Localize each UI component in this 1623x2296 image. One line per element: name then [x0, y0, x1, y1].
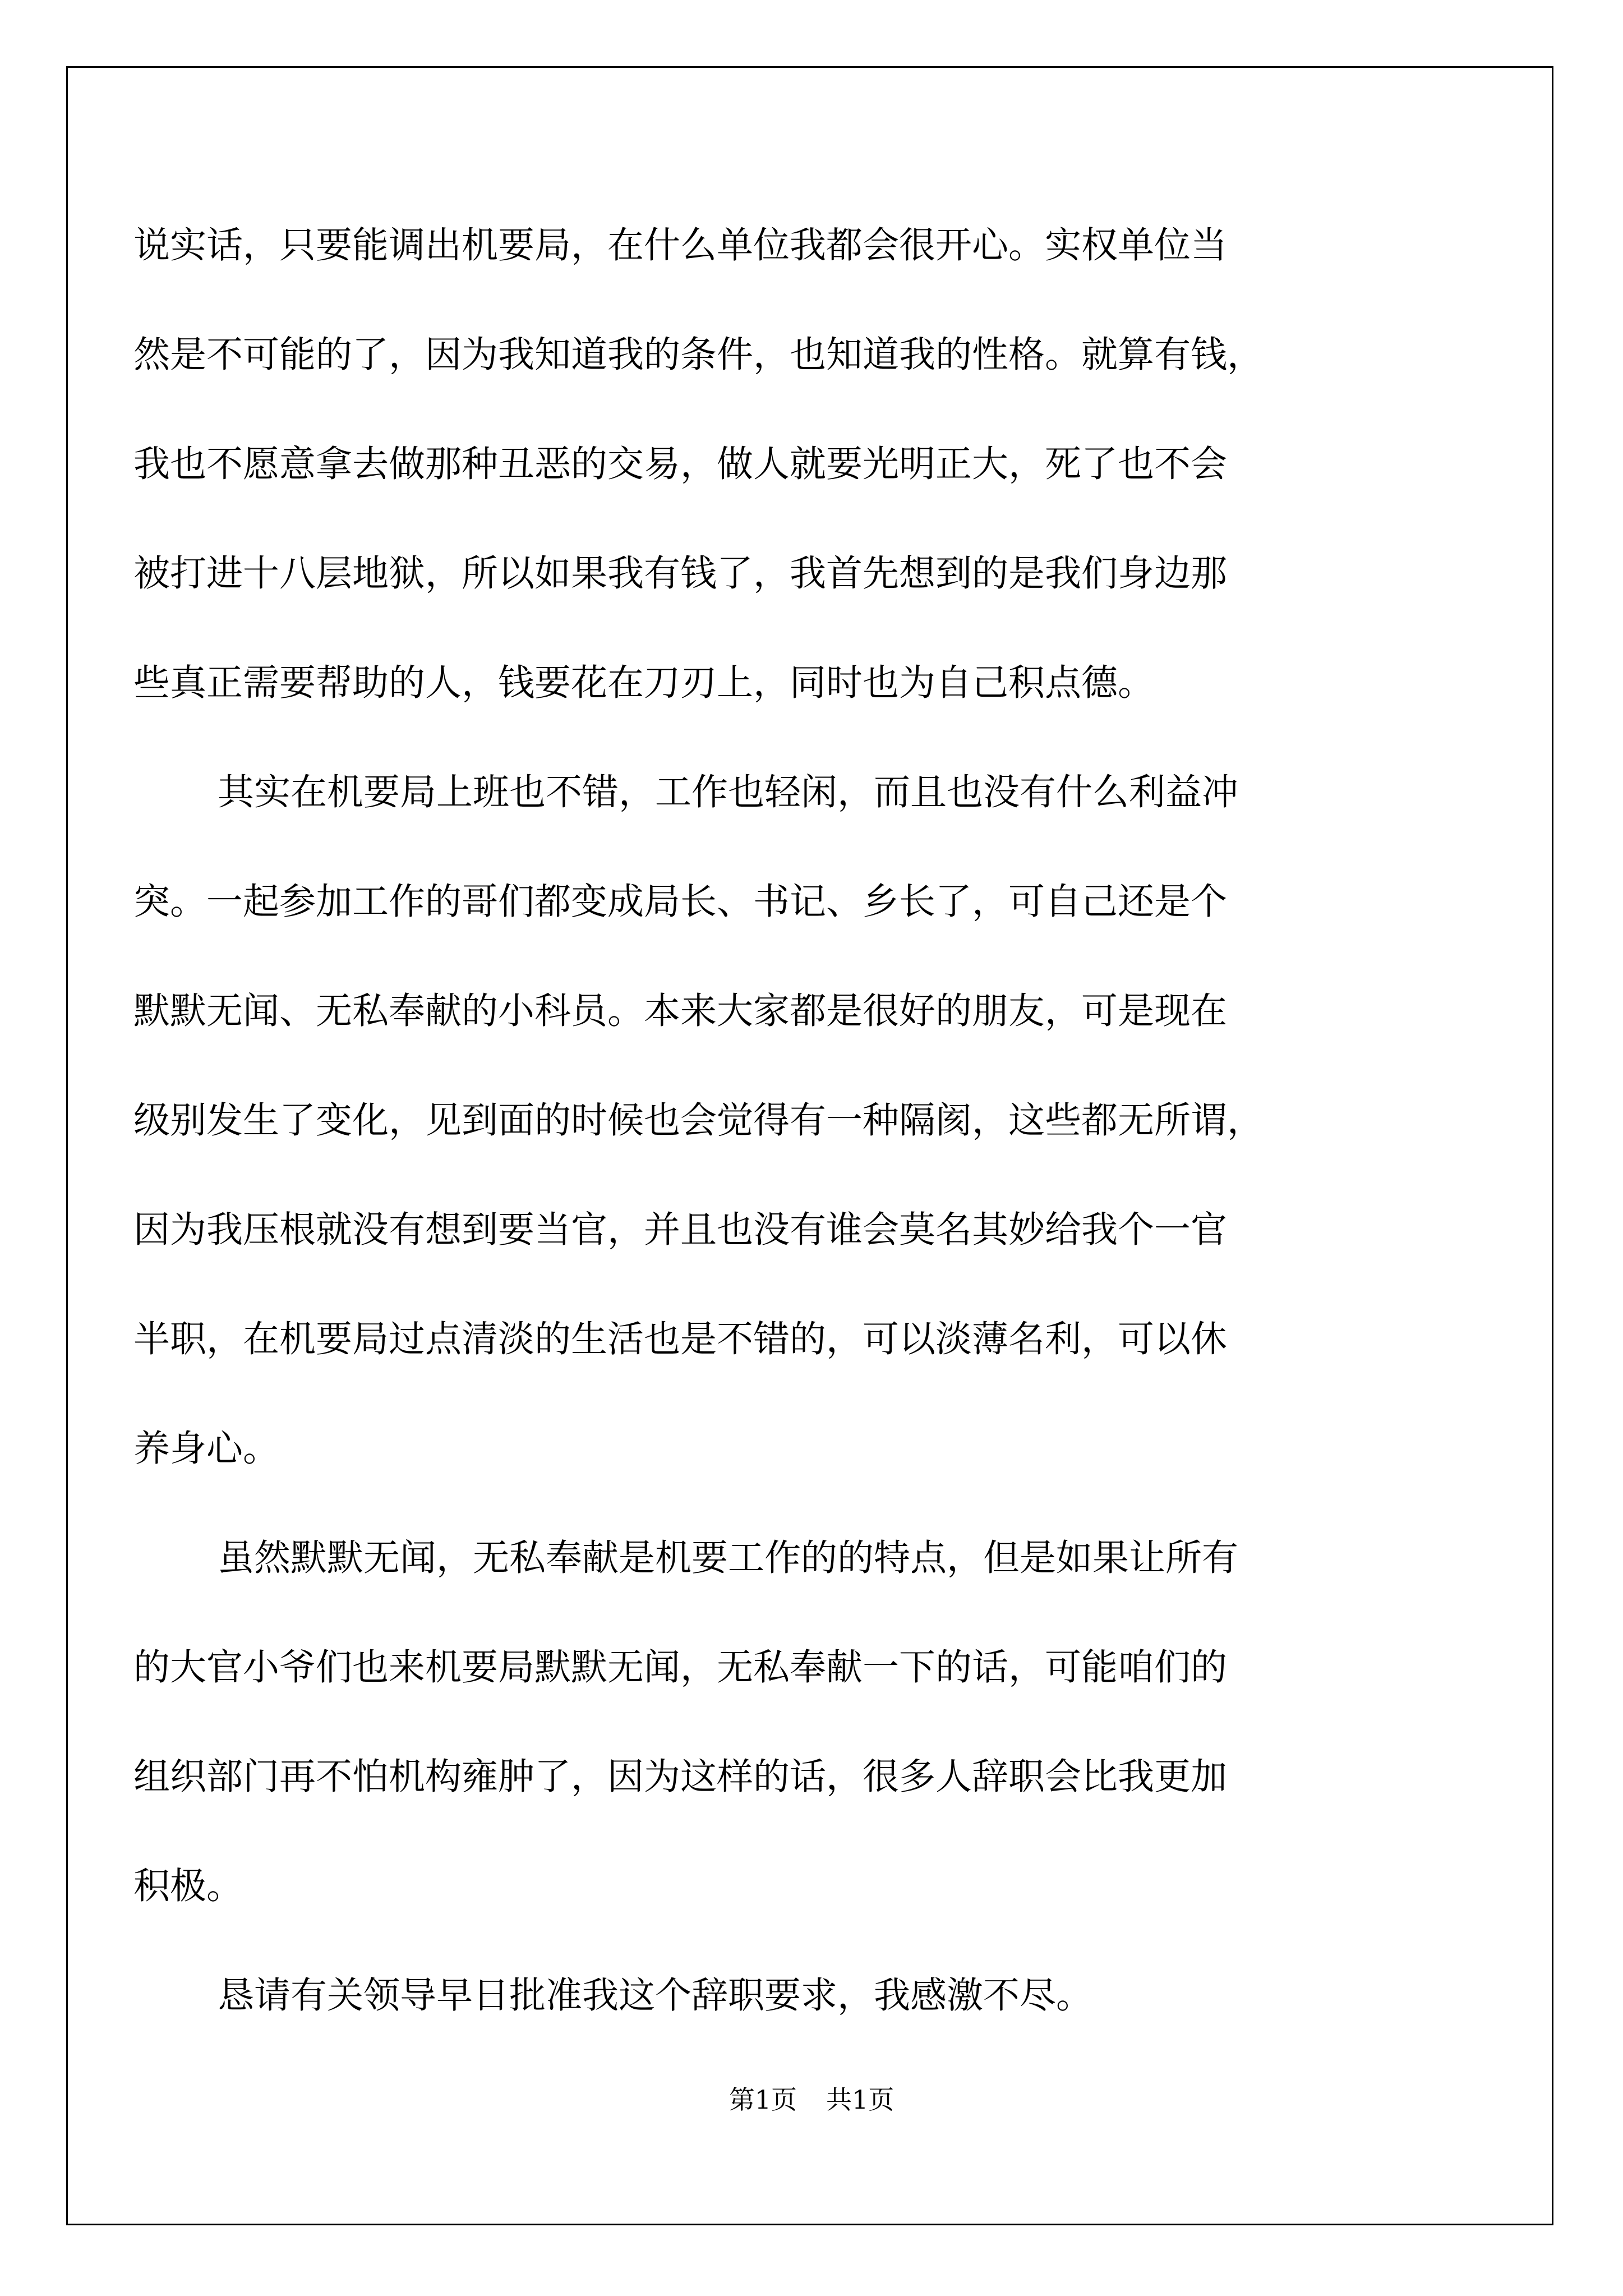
body-line: 组织部门再不怕机构雍肿了，因为这样的话，很多人辞职会比我更加 — [133, 1756, 1228, 1798]
body-line: 我也不愿意拿去做那种丑恶的交易，做人就要光明正大，死了也不会 — [133, 443, 1228, 485]
page-total: 共1页 — [826, 2085, 895, 2115]
page-border — [66, 66, 1553, 2225]
body-line: 被打进十八层地狱，所以如果我有钱了，我首先想到的是我们身边那 — [133, 553, 1228, 595]
body-line: 积极。 — [133, 1865, 243, 1907]
body-line: 虽然默默无闻，无私奉献是机要工作的的特点，但是如果让所有 — [218, 1537, 1239, 1579]
body-line: 恳请有关领导早日批准我这个辞职要求，我感激不尽。 — [218, 1975, 1093, 2017]
body-line: 因为我压根就没有想到要当官，并且也没有谁会莫名其妙给我个一官 — [133, 1209, 1228, 1251]
body-line: 默默无闻、无私奉献的小科员。本来大家都是很好的朋友，可是现在 — [133, 990, 1228, 1032]
body-line: 级别发生了变化，见到面的时候也会觉得有一种隔阂，这些都无所谓， — [133, 1099, 1264, 1142]
body-line: 半职，在机要局过点清淡的生活也是不错的，可以淡薄名利，可以休 — [133, 1318, 1228, 1360]
body-line: 养身心。 — [133, 1428, 280, 1470]
page-number: 第1页 — [728, 2085, 797, 2115]
body-line: 其实在机要局上班也不错，工作也轻闲，而且也没有什么利益冲 — [218, 771, 1239, 813]
body-line: 的大官小爷们也来机要局默默无闻，无私奉献一下的话，可能咱们的 — [133, 1646, 1228, 1688]
body-line: 然是不可能的了，因为我知道我的条件，也知道我的性格。就算有钱， — [133, 334, 1264, 376]
body-line: 突。一起参加工作的哥们都变成局长、书记、乡长了，可自己还是个 — [133, 881, 1228, 923]
body-line: 说实话，只要能调出机要局，在什么单位我都会很开心。实权单位当 — [133, 224, 1228, 266]
page-footer — [0, 2087, 1623, 2113]
body-line: 些真正需要帮助的人，钱要花在刀刃上，同时也为自己积点德。 — [133, 662, 1155, 704]
